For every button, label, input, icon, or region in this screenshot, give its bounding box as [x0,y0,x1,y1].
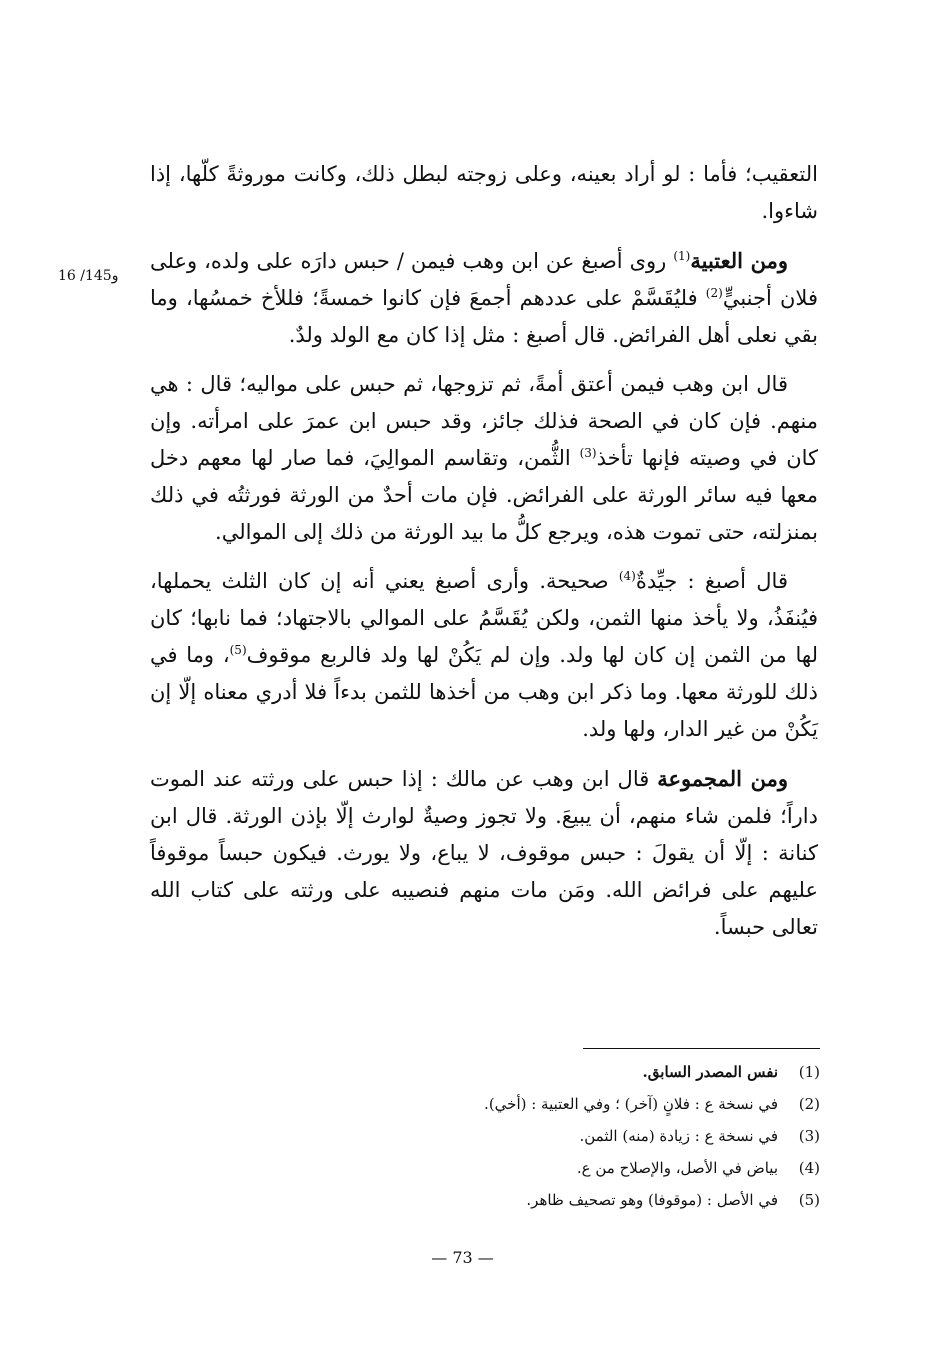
footnote-text: في الأصل : (موقوفا) وهو تصحيف ظاهر. [526,1191,778,1209]
paragraph-utbiyya [150,242,818,354]
paragraph-text: قال ابن وهب عن مالك : إذا حبس على ورثته عند الموت داراً؛ فلمن شاء منهم، أن يبيعَ. ولا تجوز وصيةٌ لوارث إلّا بإذن الورثة. قال ابن كنانة : إلّا أن يقولَ : حبس موقوف، لا يباع، ولا يورث. فيكون حبساً موقوفاً عليهم على فرائض الله. ومَن مات منهم فنصيبه على ورثته على كتاب الله تعالى حبساً. [150,767,818,939]
footnote-ref: (1) [673,249,691,263]
paragraph-opening [150,156,818,230]
footnote-number: (4) [798,1159,820,1177]
footnote-text: نفس المصدر السابق. [642,1063,778,1081]
footnotes [300,1056,820,1216]
section-keyword: ومن المجموعة [657,766,788,791]
footnote-text: بياض في الأصل، والإصلاح من ع. [576,1159,778,1177]
footnote-number: (5) [798,1191,820,1209]
main-text [150,156,818,946]
paragraph-text: فليُقَسَّمْ على عددهم أجمعَ فإن كانوا خمسةً؛ فللأخ خمسُها، وما بقي نعلى أهل الفرائض. قال أصبغ : مثل إذا كان مع الولد ولدٌ. [150,286,818,347]
footnote-divider [583,1048,820,1049]
footnote-number: (1) [798,1063,820,1081]
paragraph-ibn-wahb [150,366,818,551]
footnote-ref: (5) [229,643,247,657]
footnote-item [300,1184,820,1216]
footnote-item [300,1152,820,1184]
paragraph-text: ، وما في ذلك للورثة معها. وما ذكر ابن وهب من أخذها للثمن بدءاً فلا أدري معناه إلّا إن يَكُنْ من غير الدار، ولها ولد. [150,643,818,741]
page-number: — 73 — [431,1248,494,1267]
paragraph-text: الثُّمن، وتقاسم الموالِيَ، فما صار لها معهم دخل معها فيه سائر الورثة على الفرائض. فإن مات أحدٌ من الورثة فورثتُه في ذلك بمنزلته، حتى تموت هذه، ويرجع كلُّ ما بيد الورثة من ذلك إلى الموالي. [150,446,818,544]
footnote-item [300,1120,820,1152]
paragraph-asbagh [150,563,818,748]
paragraph-text: قال أصبغ : جيِّدةٌ [635,569,788,593]
footnote-ref: (3) [579,446,597,460]
paragraph-text: صحيحة. وأرى أصبغ يعني أنه إن كان الثلث يحملها، فيُنفَذُ، ولا يأخذ منها الثمن، ولكن يُقَسَّمُ على الموالي بالاجتهاد؛ فما نابها؛ كان لها من الثمن إن كان لها ولد. وإن لم يَكُنْ لها ولد فالربع موقوف [150,569,818,667]
paragraph-text: التعقيب؛ فأما : لو أراد بعينه، وعلى زوجته لبطل ذلك، وكانت موروثةً كلّها، إذا شاءوا. [150,162,818,223]
footnote-number: (3) [798,1127,820,1145]
footnote-item [300,1056,820,1088]
footnote-item [300,1088,820,1120]
footnote-ref: (2) [705,286,723,300]
paragraph-text: قال ابن وهب فيمن أعتق أمةً، ثم تزوجها، ثم حبس على مواليه؛ قال : هي منهم. فإن كان في الصحة فذلك جائز، وقد حبس ابن عمرَ على امرأته. وإن كان في وصيته فإنها تأخذ [150,372,819,470]
paragraph-text: روى أصبغ عن ابن وهب فيمن / حبس دارَه على ولده، وعلى فلان أجنبيٍّ [150,249,818,310]
footnote-number: (2) [798,1095,820,1113]
paragraph-majmua [150,760,818,946]
footnote-text: في نسخة ع : زيادة (منه) الثمن. [579,1127,778,1145]
footnote-ref: (4) [618,569,636,583]
margin-folio-note: 16 /145و [58,268,119,284]
section-keyword: ومن العتبية [690,248,788,273]
footnote-text: في نسخة ع : فلانٍ (آخر) ؛ وفي العتبية : (أخي). [484,1095,778,1113]
